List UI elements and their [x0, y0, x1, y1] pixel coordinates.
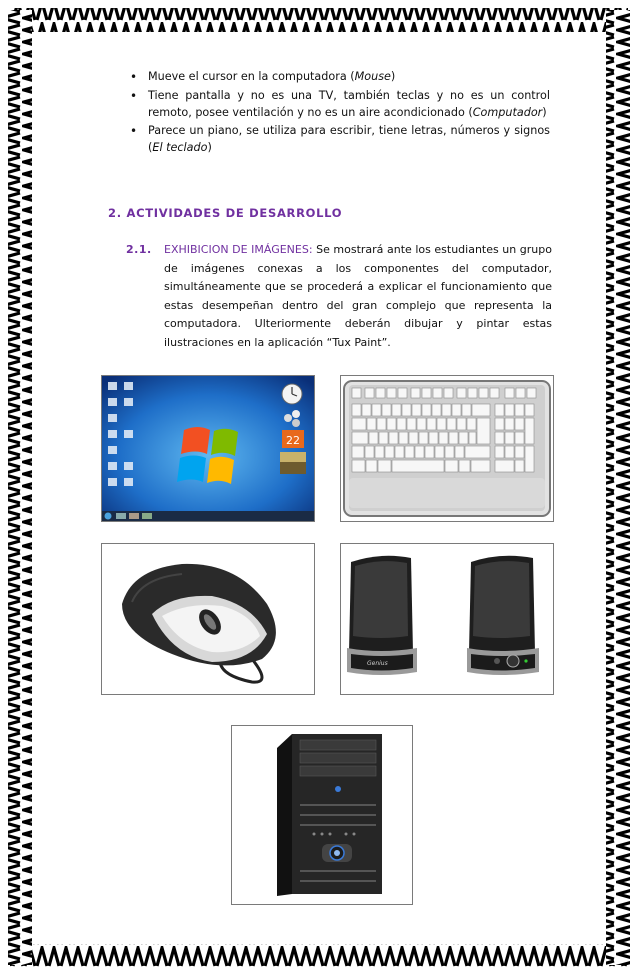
calendar-day: 22: [286, 434, 300, 447]
subsection-text: Se mostrará ante los estudiantes un grupo de imágenes conexas a los componentes del computador, simultáneamente que se procederá a explicar el funcionamiento que estas desempeñan dentro del gran complejo que representa la computadora. Ulteriormente deberán dibujar y pintar estas ilustraciones en la aplicación “Tux Paint”.: [164, 243, 552, 349]
speaker-brand-label: Genius: [367, 660, 388, 667]
windows-desktop-image: [101, 375, 315, 522]
subsection-number: 2.1.: [126, 243, 152, 256]
mouse-image: [101, 543, 315, 695]
bullet-list: [148, 69, 550, 159]
subsection-heading: EXHIBICION DE IMÁGENES:: [164, 243, 313, 256]
pc-tower-image: [231, 725, 413, 905]
list-item: • Mueve el cursor en la computadora (Mouse): [148, 69, 550, 86]
subsection: [126, 241, 552, 353]
list-item: • Parece un piano, se utiliza para escribir, tiene letras, números y signos (El teclado): [148, 123, 550, 157]
list-item: • Tiene pantalla y no es una TV, también teclas y no es un control remoto, posee ventilación y no es un aire acondicionado (Computador): [148, 88, 550, 122]
subsection-body: [164, 241, 552, 353]
section-title: 2. ACTIVIDADES DE DESARROLLO: [108, 206, 343, 220]
speakers-image: [340, 543, 554, 695]
keyboard-image: [340, 375, 554, 522]
